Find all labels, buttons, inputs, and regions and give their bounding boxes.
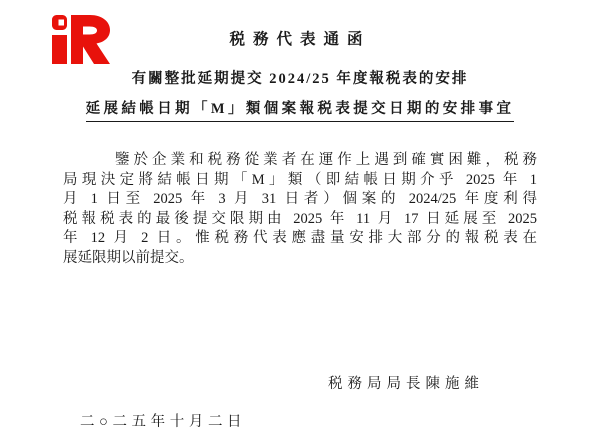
document-heading-underlined: 延展結帳日期「M」類個案報税表提交日期的安排事宜	[86, 97, 515, 122]
body-line-5: 年 12 月 2 日。惟税務代表應盡量安排大部分的報税表在	[63, 230, 537, 247]
body-line-6: 展延限期以前提交。	[63, 249, 194, 266]
document-heading-row	[0, 97, 600, 122]
body-line-1: 鑒於企業和税務從業者在運作上遇到確實困難，税務	[115, 152, 537, 168]
document-subtitle: 有關整批延期提交 2024/25 年度報税表的安排	[131, 71, 469, 87]
body-line-3: 月 1 日至 2025 年 3 月 31 日者）個案的 2024/25 年度利得	[63, 191, 537, 208]
signature-line: 税務局局長陳施維	[328, 376, 484, 392]
body-line-2: 局現決定將結帳日期「M」類（即結帳日期介乎 2025 年 1	[63, 171, 537, 188]
body-paragraph	[63, 151, 537, 269]
body-line-4: 税報税表的最後提交限期由 2025 年 11 月 17 日延展至 2025	[63, 210, 537, 227]
document-title: 税務代表通函	[229, 31, 371, 48]
date-line: 二○二五年十月二日	[80, 414, 247, 430]
